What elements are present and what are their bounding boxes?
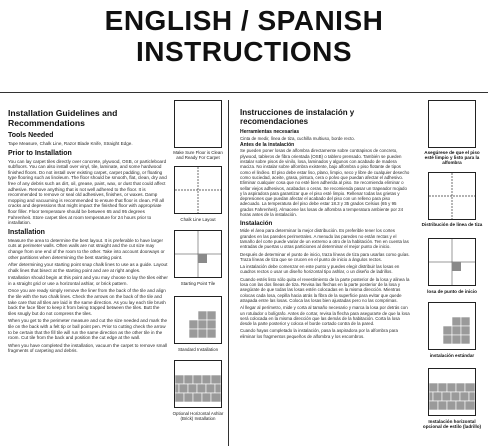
floor-figure — [174, 100, 222, 148]
spanish-heading: Instrucciones de instalación y recomendaciones — [240, 108, 355, 126]
install-paragraph-es: Mide el área para determinar la mejor distribución. Es preferible tener los cortes grandes en las paredes perimetrales. A menudo las paredes no están rectas y el tamaño del corte puede variar de un extremo a otro de la habitación. Ten en cuenta las entradas de puertas u otras particiones al determinar el mejor punto de inicio. — [240, 228, 409, 250]
standard-grid-es — [429, 303, 475, 349]
figure-caption-es: instalación estándar — [429, 353, 475, 358]
install-paragraph-es: Cuando estés listo sólo quita el revestimiento de la parte posterior de la losa y alinea la losa con las dos líneas de tiza. Revisa las flechas en la parte posterior de la losa y asegúrate de que todas las losas estén colocadas en la misma dirección. Mientras colocas cada losa, cepilla hacia atrás la fibra de la superficie para evitar que quede atrapada entre las losas. Coloca las losas bien ajustadas pero no las comprimas. — [240, 276, 410, 303]
install-paragraph: Installation should begin at this point and you may choose to lay the tiles either in a straight grid or use a horizontal ashlar, or brick pattern. — [8, 275, 168, 286]
chalk-lines — [175, 167, 221, 213]
starting-tile — [175, 231, 221, 277]
install-title: Installation — [8, 228, 45, 236]
standard-grid — [175, 297, 221, 343]
english-column — [8, 108, 168, 356]
tools-title-es: Herramientas necesarias — [240, 129, 300, 135]
starting-tile-figure-es — [428, 238, 476, 286]
figure-caption-es: Distribución de línea de tiza — [421, 222, 483, 227]
starting-tile-figure — [174, 230, 222, 278]
install-paragraph: After determining your starting point snap chalk lines to use as a guide. Layout chalk lines that bisect at the starting point and are at right angles. — [8, 262, 168, 273]
install-paragraph: Once you are ready simply remove the liner from the back of the tile and align the tile with the two chalk lines. Check the arrows on the back of the tile and take care that all tiles are laid in the same direction. As you lay each tile brush back the face fiber to keep it from being trapped between the tiles. Butt the tiles snugly but do not compress the tiles. — [8, 288, 166, 316]
spanish-column — [240, 108, 410, 341]
english-figures — [173, 96, 223, 446]
chalk-line-figure-es — [428, 172, 476, 220]
install-paragraph-es: Cuando hayas completado la instalación, pasa la aspiradora por la alfombra para eliminar los fragmentos pequeños de alfombra y los escombros. — [240, 328, 398, 339]
chalk-lines-es — [429, 173, 475, 219]
standard-install-figure — [174, 296, 222, 344]
ashlar-install-figure — [174, 360, 222, 408]
prior-title-es: Antes de la instalación — [240, 141, 295, 148]
ashlar-install-figure-es — [428, 368, 476, 416]
prior-text: You can lay carpet tiles directly over concrete, plywood, OSB, or particleboard subfloors. You can also install over vinyl, tile, laminate, and some hardwood finished floors. Do not install over existing carpet, carpet padding, or floating type flooring such as linoleum. The floor should be smooth, flat, clean, dry and free of any debris such as dirt, oil, grease, paint, wax, or dust that could affect adhesive. Remove anything that is not well adhered to the floor. It is recommended to remove or seal old adhesives, finishes, or waxes. Damp mopping and vacuuming is recommended to ensure that floor is clean. Fill all cracks and depressions that might impact the finished floor with appropriate floor filler. Floor temperature should be between 65 and 95 degrees Fahrenheit. Store carpet tiles at room temperature for 24 hours prior to installation. — [8, 158, 167, 226]
tools-text: Tape Measure, Chalk Line, Razor Blade Knife, Straight Edge. — [8, 141, 133, 146]
install-paragraph-es: Al llegar al perímetro, mide y corta al tamaño necesario y marca la losa por detrás con un rotulador o bolígrafo. Antes de cortar, revisa la flecha para asegurarte de que la losa será colocada en la misma dirección que las demás de la habitación. Corta la losa desde la parte posterior y coloca el borde cortado contra de la pared. — [240, 305, 410, 327]
figure-caption: Starting Point Tile — [180, 281, 216, 286]
floor-figure-es — [428, 100, 476, 148]
ashlar-grid — [175, 361, 221, 407]
english-heading: Installation Guidelines and Recommendations — [8, 108, 118, 128]
page-title-line1: ENGLISH / SPANISH — [104, 5, 384, 36]
prior-title: Prior to Installation — [8, 149, 72, 157]
figure-caption-es: losa de punto de inicio — [427, 289, 477, 294]
figure-caption-es: Asegúrese de que el piso esté limpio y listo para la alfombra — [424, 150, 480, 166]
install-paragraph: When you get to the perimeter measure and cut the size needed and mark the tile on the back with a felt tip or ball point pen. Prior to cutting check the arrow to be certain that the fill tile will run the same direction as the other tile in the room. Cut tile from the back and position the cut edge at the wall. — [8, 318, 168, 341]
figure-caption-es: Instalación horizontal opcional de estilo (ladrillo) — [422, 419, 482, 430]
column-divider — [228, 100, 229, 446]
spanish-figures — [420, 96, 484, 446]
install-paragraph-es: La instalación debe comenzar en este punto y puedes elegir distribuir las losas en cuadros rectos o usar un diseño horizontal tipo ashlar, o un diseño de ladrillos. — [240, 264, 400, 275]
ashlar-grid-es — [429, 369, 475, 415]
page-title-line2: INSTRUCTIONS — [136, 36, 352, 67]
figure-caption: Standard Installation — [177, 347, 219, 352]
install-title-es: Instalación — [240, 220, 273, 228]
standard-install-figure-es — [428, 302, 476, 350]
install-paragraph-es: Después de determinar el punto de inicio, traza líneas de tiza para usarlas como guías. Traza líneas de tiza que se crucen en el punto de inicio a ángulos rectos. — [240, 251, 410, 262]
install-paragraph: When you have completed the installation, vacuum the carpet to remove small fragments of carpeting and debris. — [8, 342, 168, 354]
figure-caption: Make Sure Floor is Clean and Ready For Carpet — [173, 150, 223, 160]
prior-text-es: Se pueden poner losas de alfombra directamente sobre contrapisos de concreto, plywood, tableros de fibra orientada (OSB) o tablero prensado. También se pueden instalar sobre pisos de vinilo, losa, laminados y algunos con acabado de madera maciza. No instalar sobre alfombra existente, bajo alfombra o piso flotante de tipos como el linóleo. El piso debe estar liso, plano, limpio, seco y libre de cualquier desecho como suciedad, aceite, grasa, pintura, cera o polvo que puedan afectar el adhesivo. Eliminar cualquier cosa que no esté bien adherida al piso. Se recomienda eliminar o sellar viejos adhesivos, acabados o ceras. Se recomienda pasar un trapeador mojado y la aspiradora para garantizar que el piso esté limpio. Rellenar todas las grietas y depresiones que puedan afectar el acabado del piso con un relleno para piso adecuado. La temperatura del piso debe estar 18.3 y 35 grados Celsius (65 y 95 grados Fahrenheit). Almacene las losas de alfombra a temperatura ambiente por 24 horas antes de la instalación. — [240, 148, 410, 218]
starting-tile-es — [429, 239, 475, 285]
install-paragraph: Measure the area to determine the best layout. It is preferable to have larger cuts at perimeter walls. Often walls are not straight and the cut size may change from one end of the room to the other. Take into account doorways or other partitions when determining the best starting point. — [8, 237, 165, 260]
divider — [0, 92, 488, 93]
tools-text-es: Cinta de medir, línea de tiza, cuchilla multiuso, borde recto. — [240, 135, 355, 141]
figure-caption: Chalk Line Layout — [180, 217, 216, 222]
figure-caption: Optional Horizontal Ashlar (Brick) Installation — [172, 411, 224, 421]
chalk-line-figure — [174, 166, 222, 214]
tools-title: Tools Needed — [8, 132, 54, 139]
